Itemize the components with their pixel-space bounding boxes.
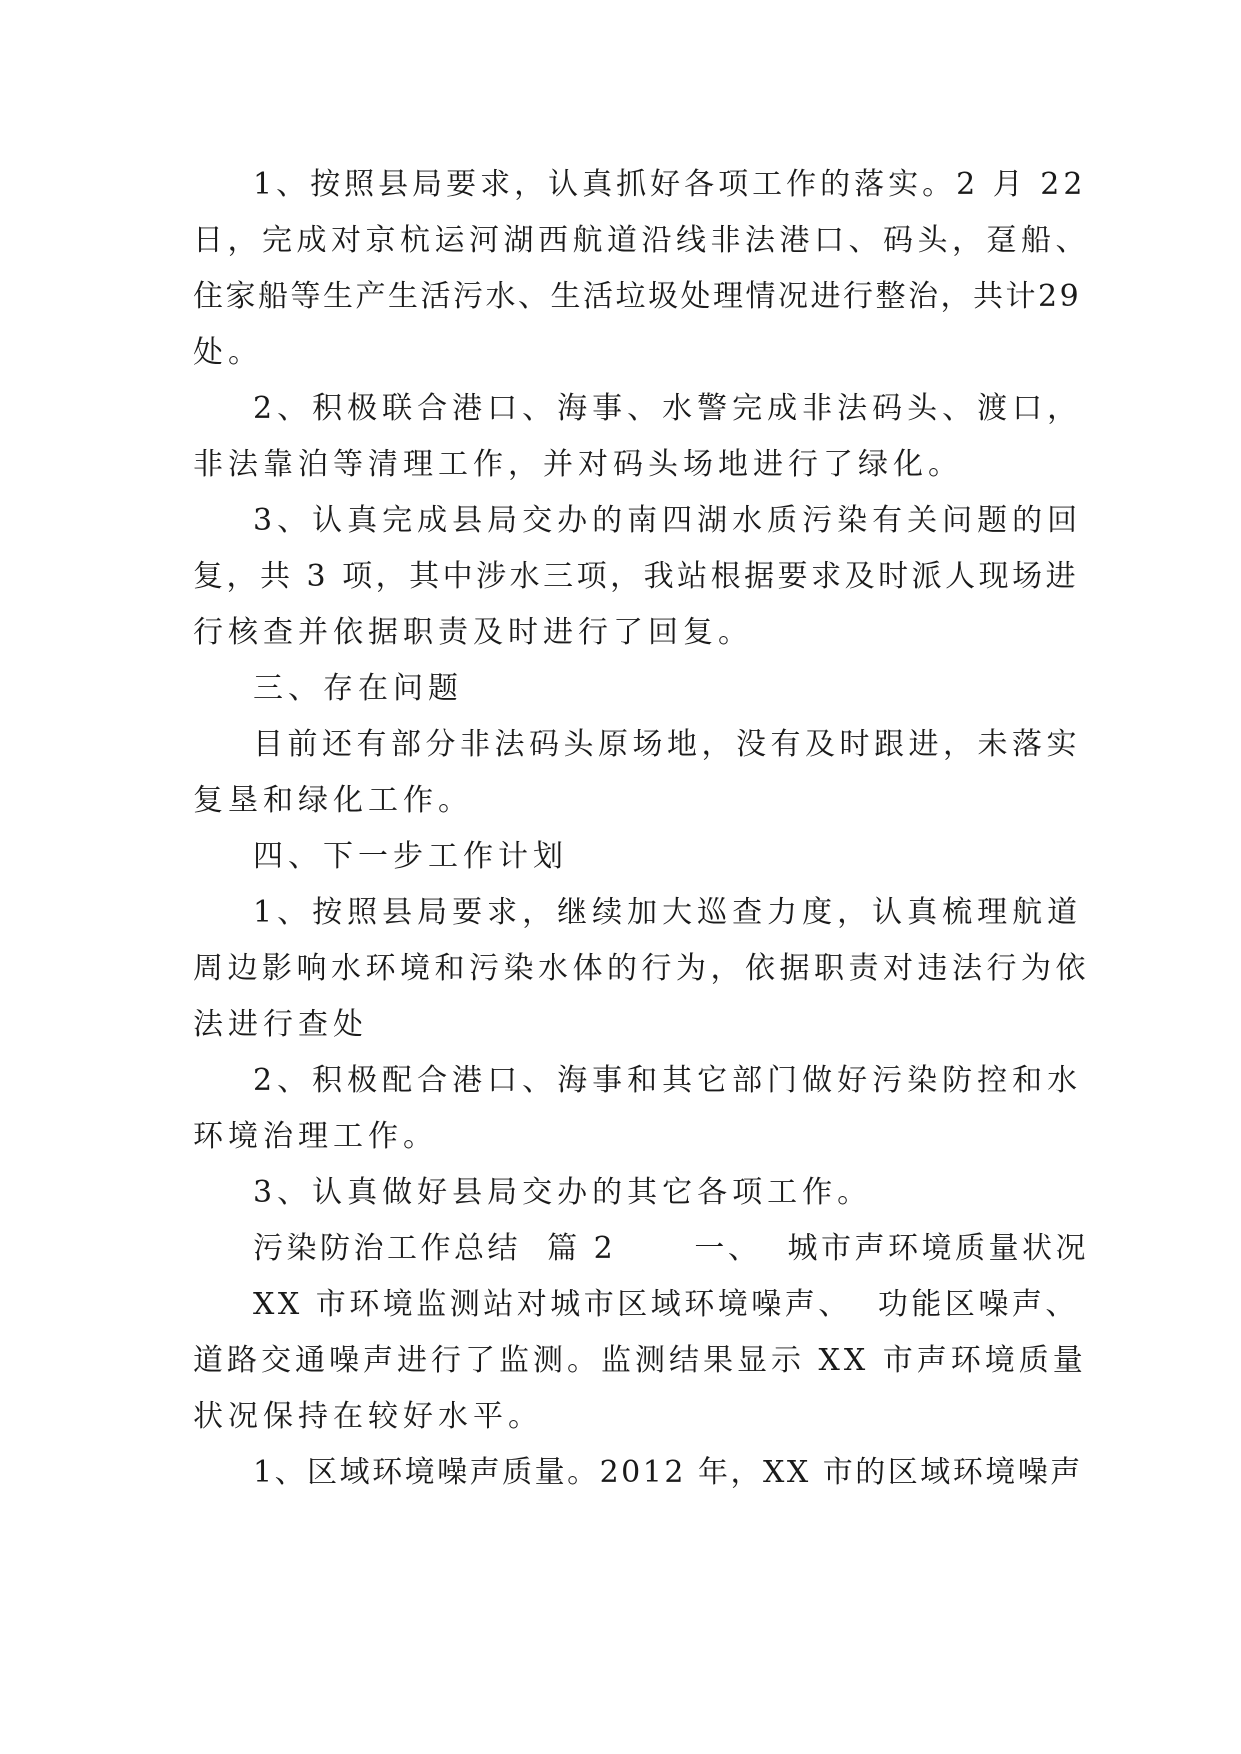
paragraph-line: 处。 — [193, 335, 263, 370]
section-heading: 三、存在问题 — [253, 671, 463, 706]
paragraph-line: 3、认真做好县局交办的其它各项工作。 — [253, 1175, 873, 1210]
paragraph-line: 环境治理工作。 — [193, 1119, 438, 1154]
paragraph-line: 1、按照县局要求，认真抓好各项工作的落实。2 月 22 — [253, 167, 1087, 202]
paragraph-line: 复，共 3 项，其中涉水三项，我站根据要求及时派人现场进 — [193, 559, 1080, 594]
paragraph-line: 状况保持在较好水平。 — [193, 1399, 543, 1434]
paragraph-line: 行核查并依据职责及时进行了回复。 — [193, 615, 753, 650]
paragraph-line: XX 市环境监测站对城市区域环境噪声、 功能区噪声、 — [253, 1287, 1079, 1322]
paragraph-line: 周边影响水环境和污染水体的行为，依据职责对违法行为依 — [193, 951, 1090, 986]
section-heading: 四、下一步工作计划 — [253, 839, 568, 874]
paragraph-line: 非法靠泊等清理工作，并对码头场地进行了绿化。 — [193, 447, 963, 482]
paragraph-line: 1、区域环境噪声质量。2012 年，XX 市的区域环境噪声 — [253, 1455, 1083, 1490]
paragraph-line: 住家船等生产生活污水、生活垃圾处理情况进行整治，共计29 — [193, 279, 1082, 314]
paragraph-line: 目前还有部分非法码头原场地，没有及时跟进，未落实 — [253, 727, 1081, 762]
paragraph-line: 日，完成对京杭运河湖西航道沿线非法港口、码头，趸船、 — [193, 223, 1090, 258]
paragraph-line: 2、积极联合港口、海事、水警完成非法码头、渡口， — [253, 391, 1083, 426]
paragraph-line: 法进行查处 — [193, 1007, 368, 1042]
paragraph-line: 3、认真完成县局交办的南四湖水质污染有关问题的回 — [253, 503, 1083, 538]
paragraph-line: 道路交通噪声进行了监测。监测结果显示 XX 市声环境质量 — [193, 1343, 1087, 1378]
article-heading: 污染防治工作总结 篇 2 一、 城市声环境质量状况 — [253, 1231, 1089, 1266]
paragraph-line: 1、按照县局要求，继续加大巡查力度，认真梳理航道 — [253, 895, 1083, 930]
paragraph-line: 复垦和绿化工作。 — [193, 783, 473, 818]
paragraph-line: 2、积极配合港口、海事和其它部门做好污染防控和水 — [253, 1063, 1083, 1098]
